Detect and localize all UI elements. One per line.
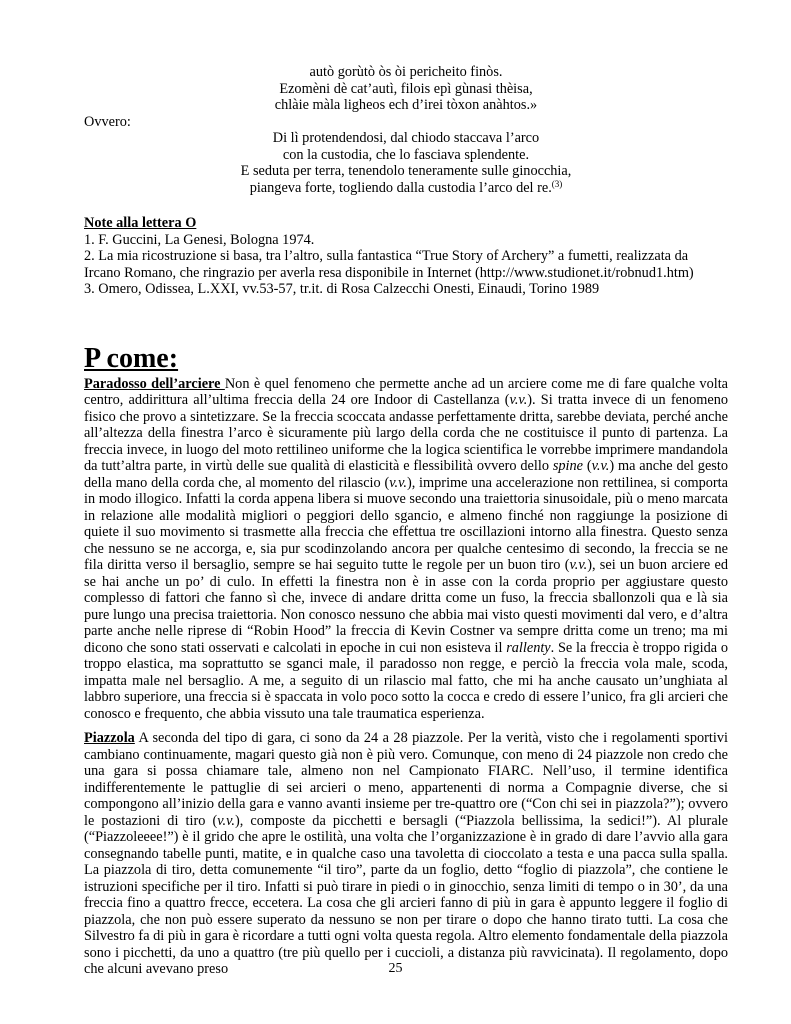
document-page <box>84 64 728 978</box>
verse-line: autò gorùtò òs òi pericheito finòs. <box>309 64 503 80</box>
italic-text: v.v. <box>569 557 588 573</box>
ovvero-label: Ovvero: <box>84 113 131 130</box>
body-text: ). Si tratta invece di un fenomeno fisico che provo a sintetizzare. Se la freccia scoccata andasse perfettamente dritta, sarebbe deviata, perché anche all’altezza della finestra l’arco è sicuramente più largo della corda che ne costituisce il punto di partenza. La freccia invece, in luogo del moto rettilineo uniforme che la logica scientifica le vorrebbe imprimere mandandola da tutt’altra parte, in virtù delle sue qualità di elasticità e flessibilità ovvero dello <box>84 392 728 474</box>
italian-verse <box>84 130 728 196</box>
verse-line: Di lì protendendosi, dal chiodo staccava l’arco <box>272 130 540 146</box>
italic-text: v.v. <box>389 474 407 491</box>
note-item: 3. Omero, Odissea, L.XXI, vv.53-57, tr.it. di Rosa Calzecchi Onesti, Einaudi, Torino 1989 <box>84 281 600 297</box>
body-text: ) ma anche del gesto della mano della corda che, al momento del rilascio ( <box>84 458 728 491</box>
italic-text: v.v. <box>217 812 235 829</box>
entry-body <box>84 730 728 977</box>
italic-text: rallenty <box>506 639 551 656</box>
section-heading: P come: <box>84 342 179 374</box>
note-item: 1. F. Guccini, La Genesi, Bologna 1974. <box>84 231 315 248</box>
page-number: 25 <box>388 961 403 976</box>
body-text: ( <box>583 458 592 474</box>
verse-line: chlàie màla ligheos ech d’irei tòxon anàhtos.» <box>274 97 538 113</box>
footnote-ref: (3) <box>551 178 563 189</box>
body-text: ), sei un buon arciere ed se hai anche un po’ di culo. In effetti la finestra non è in asse con la corda proprio per aggiustare questo complesso di fattori che fanno sì che, invece di andare dritta come un fuso, la freccia sballonzoli qua e là sia pure lungo una precisa traiettoria. Non conosco nessuno che abbia mai visto questi movimenti dal vero, e d’altra parte anche nelle riprese di “Robin Hood” la freccia di Kevin Costner va sempre dritta come un treno; ma mi dicono che sono stati osservati e calcolati in epoche in cui non esisteva il <box>84 557 728 656</box>
entry-term: Paradosso dell’arciere <box>84 375 225 392</box>
italic-text: v.v. <box>591 458 610 474</box>
body-text: Non è quel fenomeno che permette anche ad un arciere come me di fare qualche volta centro, addirittura all’ultima freccia della 24 ore Indoor di Castellanza ( <box>84 375 729 408</box>
entry-piazzola <box>84 730 728 978</box>
note-item: 2. La mia ricostruzione si basa, tra l’altro, sulla fantastica “True Story of Archery” a fumetti, realizzata da Ircano Romano, che ringrazio per averla resa disponibile in Internet (http://www.studionet.it/robnud1.htm) <box>84 248 694 281</box>
verse-line: con la custodia, che lo fasciava splendente. <box>282 146 530 163</box>
verse-line-last <box>84 180 728 197</box>
verse-line: E seduta per terra, tenendolo teneramente sulle ginocchia, <box>240 163 572 179</box>
body-text: ), composte da picchetti e bersagli (“Piazzola bellissima, la sedici!”). Al plurale (“Piazzoleeee!”) è il grido che apre le ostilità, una volta che l’organizzazione è in grado di dare l’avvio alla gara consegnando tabelle punti, matite, e in qualche caso una tavoletta di cioccolato a testa e una pacca sulla spalla. La piazzola di tiro, detta comunemente “il tiro”, parte da un foglio, detto “foglio di piazzola”, che contiene le istruzioni specifiche per il tiro. Infatti si può tirare in piedi o in ginocchio, senza limiti di tempo o in 30’, da una freccia fino a quattro frecce, eccetera. La cosa che gli arcieri fanno di più in gara è appunto leggere il foglio di piazzola, che non può essere superato da nessuno se non per tirare o dopo che hanno tirato tutti. La cosa che Silvestro fa di più in gara è ricordare a tutti ogni volta questa regola. Altro elemento fondamentale della piazzola sono i picchetti, da uno a quattro (tre più quello per i cuccioli, a distanza più ravvicinata). Il regolamento, dopo che alcuni avevano preso <box>84 812 728 977</box>
notes-list <box>84 232 728 298</box>
body-text: A seconda del tipo di gara, ci sono da 24 a 28 piazzole. Per la verità, visto che i regolamenti sportivi cambiano continuamente, magari questo già non è più vero. Comunque, con meno di 24 piazzole non credo che una gara si possa chiamare tale, almeno non nel Campionato FIARC. Nell’uso, il termine identifica indifferentemente le pattuglie di sei arcieri o meno, appartenenti di norma a Compagnie diverse, che si compongono all’inizio della gara e vanno avanti insieme per tre-quattro ore (“Con chi sei in piazzola?”); ovvero le postazioni di tiro ( <box>84 730 728 829</box>
body-text: . Se la freccia è troppo rigida o troppo elastica, ma soprattutto se sganci male, il paradosso non regge, e perciò la freccia vola male, scoda, impatta male nel bersaglio. A me, a seguito di un rilascio mal fatto, che mi ha anche causato un’unghiata al labbro superiore, una freccia si è spaccata in volo poco sotto la cocca e credo di essere l’unico, fra gli arcieri che conosco e frequento, che abbia vissuto una tale traumatica esperienza. <box>84 639 728 722</box>
verse-line: piangeva forte, togliendo dalla custodia l’arco del re. <box>249 179 552 196</box>
entry-term: Piazzola <box>84 730 135 746</box>
notes-title: Note alla lettera O <box>84 215 197 231</box>
body-text: ), imprime una accelerazione non rettilinea, si comporta in modo illogico. Infatti la corda appena libera si muove secondo una traiettoria sinusoidale, più o meno marcata in relazione alle modalità migliori o peggiori dello sgancio, e almeno finché non raggiunge la posizione di quiete il suo movimento si trasmette alla freccia che effettua tre oscillazioni intorno alla finestra. Questo senza che nessuno se ne accorga, e, sia pur scodinzolando ancora per qualche centesimo di secondo, la freccia se ne fila diritta verso il bersaglio, sempre se hai seguito tutte le regole per un buon tiro ( <box>84 474 728 573</box>
italic-text: spine <box>552 458 584 474</box>
verse-line: Ezomèni dè cat’autì, filois epì gùnasi thèisa, <box>279 80 533 97</box>
greek-verse <box>84 64 728 114</box>
entry-body <box>84 376 728 722</box>
entry-paradosso <box>84 376 728 723</box>
italic-text: v.v. <box>509 392 528 408</box>
